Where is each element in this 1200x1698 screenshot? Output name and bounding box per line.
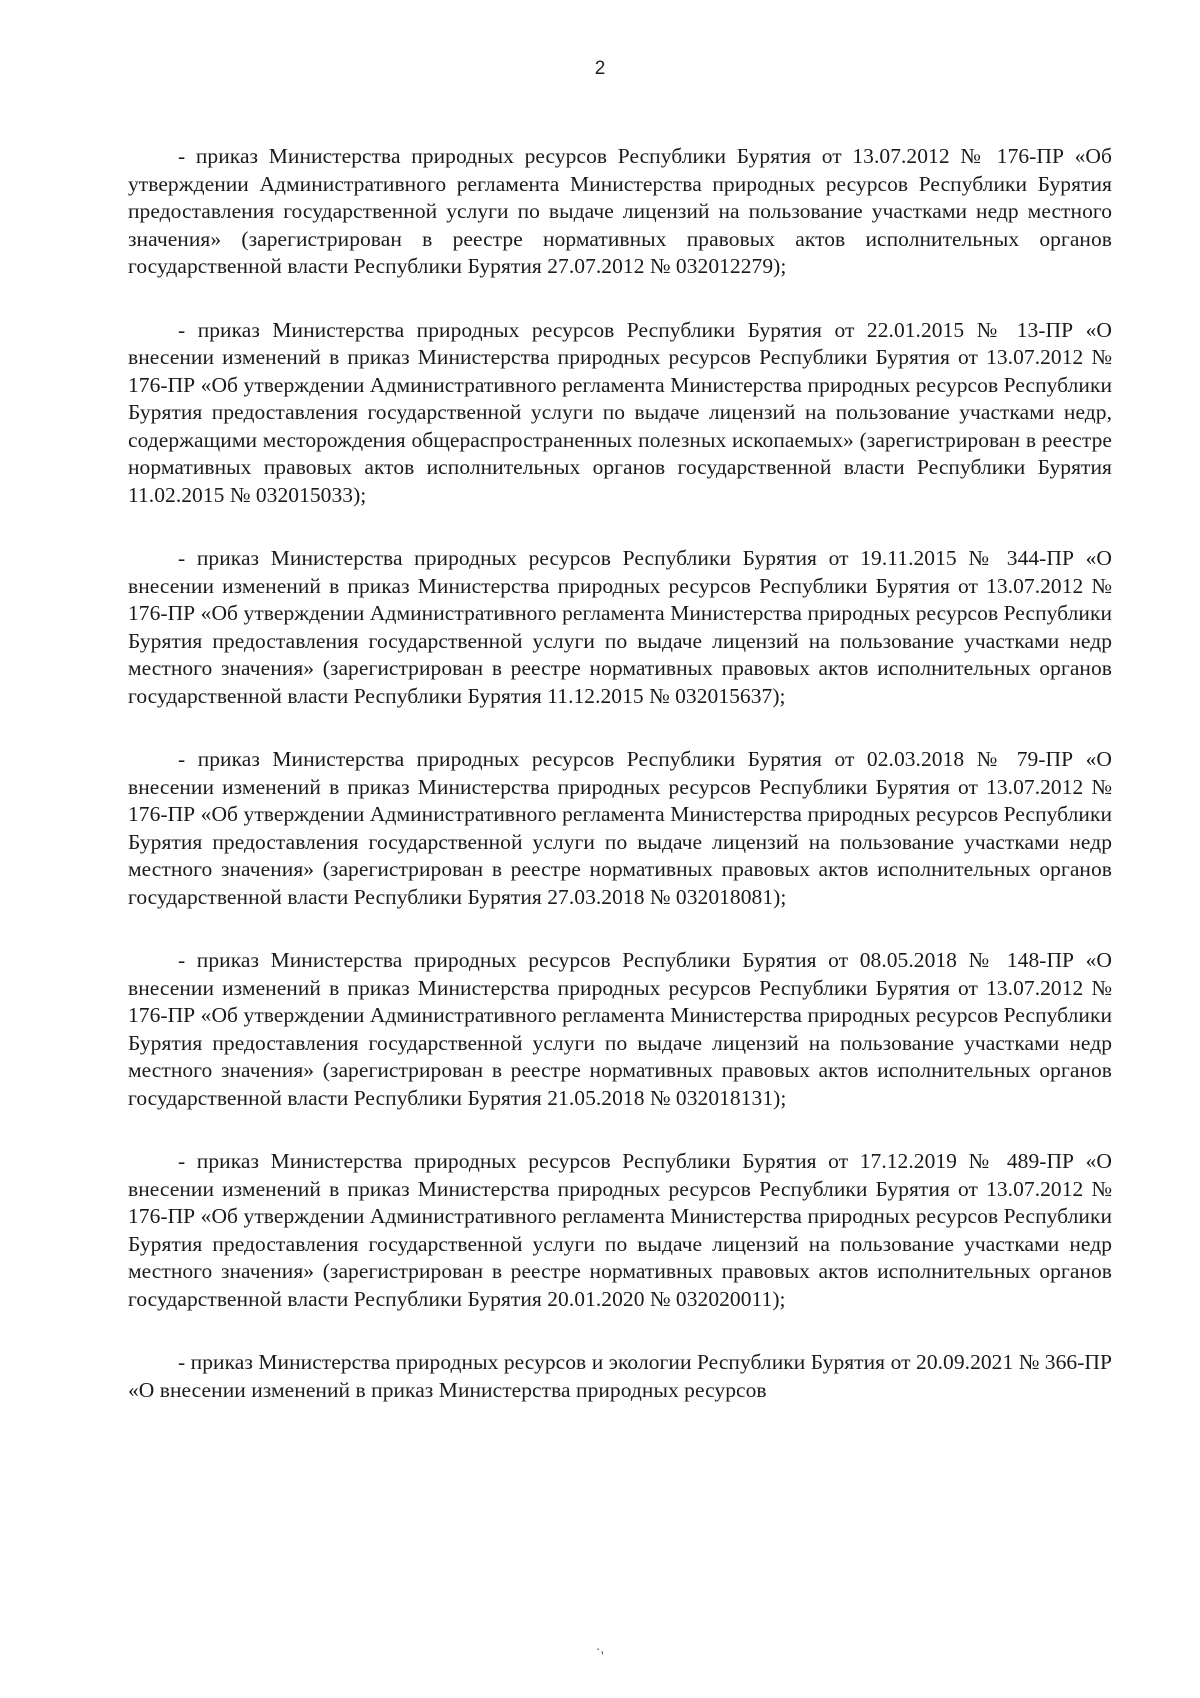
- paragraph-order-344: - приказ Министерства природных ресурсов Республики Бурятия от 19.11.2015 № 344-ПР «О внесении изменений в приказ Министерства природных ресурсов Республики Бурятия от 13.07.2012 № 176-ПР «Об утверждении Административного регламента Министерства природных ресурсов Республики Бурятия предоставления государственной услуги по выдаче лицензий на пользование участками недр местного значения» (зарегистрирован в реестре нормативных правовых актов исполнительных органов государственной власти Республики Бурятия 11.12.2015 № 032015637);: [128, 546, 1112, 708]
- paragraph-order-176: - приказ Министерства природных ресурсов Республики Бурятия от 13.07.2012 № 176-ПР «Об утверждении Административного регламента Министерства природных ресурсов Республики Бурятия предоставления государственной услуги по выдаче лицензий на пользование участками недр местного значения» (зарегистрирован в реестре нормативных правовых актов исполнительных органов государственной власти Республики Бурятия 27.07.2012 № 032012279);: [128, 144, 1112, 278]
- paragraph-order-148: - приказ Министерства природных ресурсов Республики Бурятия от 08.05.2018 № 148-ПР «О внесении изменений в приказ Министерства природных ресурсов Республики Бурятия от 13.07.2012 № 176-ПР «Об утверждении Административного регламента Министерства природных ресурсов Республики Бурятия предоставления государственной услуги по выдаче лицензий на пользование участками недр местного значения» (зарегистрирован в реестре нормативных правовых актов исполнительных органов государственной власти Республики Бурятия 21.05.2018 № 032018131);: [128, 948, 1112, 1110]
- paragraph-order-489: - приказ Министерства природных ресурсов Республики Бурятия от 17.12.2019 № 489-ПР «О внесении изменений в приказ Министерства природных ресурсов Республики Бурятия от 13.07.2012 № 176-ПР «Об утверждении Административного регламента Министерства природных ресурсов Республики Бурятия предоставления государственной услуги по выдаче лицензий на пользование участками недр местного значения» (зарегистрирован в реестре нормативных правовых актов исполнительных органов государственной власти Республики Бурятия 20.01.2020 № 032020011);: [128, 1149, 1112, 1311]
- footer-mark: ·,: [595, 1640, 605, 1656]
- paragraph-order-79: - приказ Министерства природных ресурсов Республики Бурятия от 02.03.2018 № 79-ПР «О внесении изменений в приказ Министерства природных ресурсов Республики Бурятия от 13.07.2012 № 176-ПР «Об утверждении Административного регламента Министерства природных ресурсов Республики Бурятия предоставления государственной услуги по выдаче лицензий на пользование участками недр местного значения» (зарегистрирован в реестре нормативных правовых актов исполнительных органов государственной власти Республики Бурятия 27.03.2018 № 032018081);: [128, 747, 1112, 909]
- paragraph-order-366: - приказ Министерства природных ресурсов и экологии Республики Бурятия от 20.09.2021 № 366-ПР «О внесении изменений в приказ Министерства природных ресурсов: [128, 1350, 1112, 1402]
- page-number: 2: [594, 58, 606, 79]
- paragraph-order-13: - приказ Министерства природных ресурсов Республики Бурятия от 22.01.2015 № 13-ПР «О внесении изменений в приказ Министерства природных ресурсов Республики Бурятия от 13.07.2012 № 176-ПР «Об утверждении Административного регламента Министерства природных ресурсов Республики Бурятия предоставления государственной услуги по выдаче лицензий на пользование участками недр, содержащими месторождения общераспространенных полезных ископаемых» (зарегистрирован в реестре нормативных правовых актов исполнительных органов государственной власти Республики Бурятия 11.02.2015 № 032015033);: [128, 317, 1112, 507]
- document-body: [128, 143, 1112, 1440]
